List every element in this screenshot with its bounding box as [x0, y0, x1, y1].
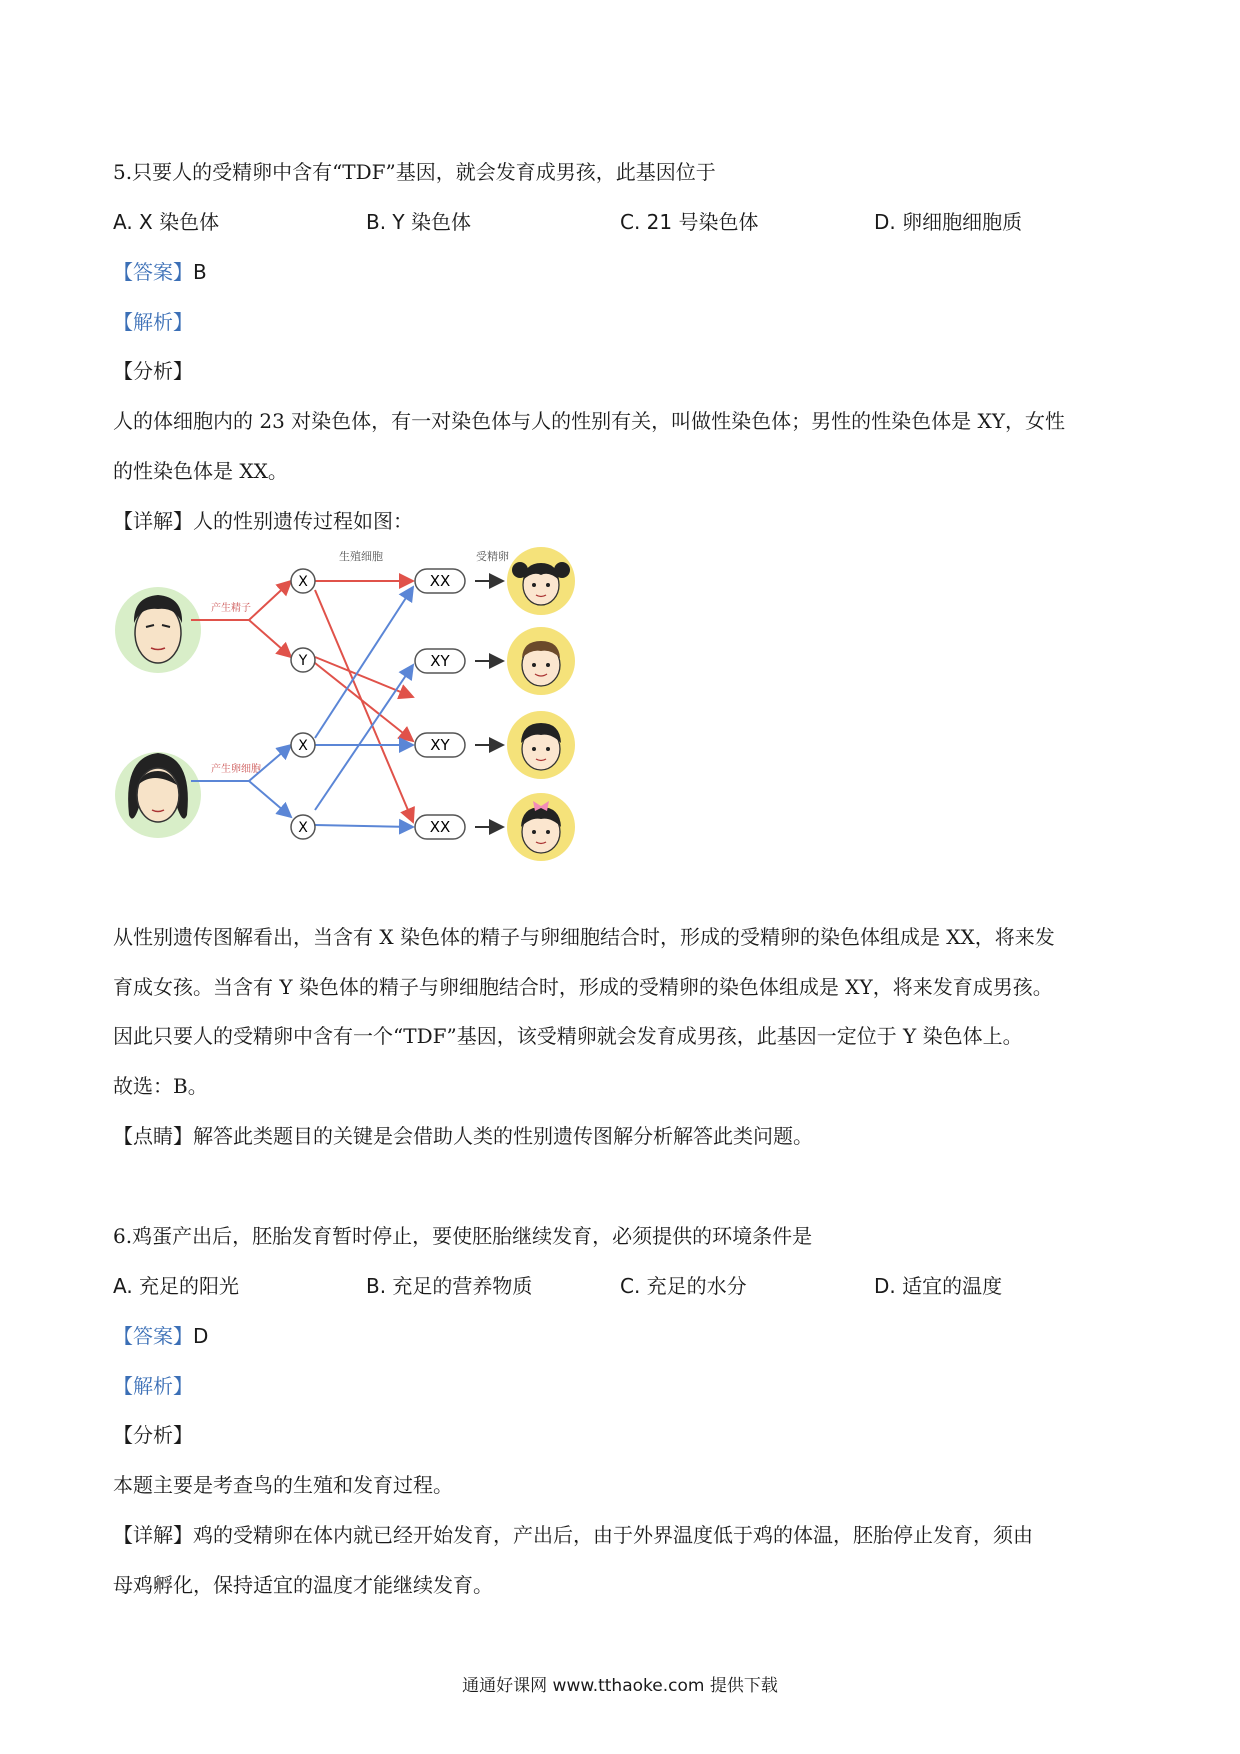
q5-detail: 【详解】人的性别遗传过程如图：: [113, 509, 413, 533]
q5-explain-line: 从性别遗传图解看出，当含有 X 染色体的精子与卵细胞结合时，形成的受精卵的染色体组成是 XX，将来发: [113, 925, 1055, 949]
sex-inheritance-diagram: [113, 545, 643, 910]
q5-explain-line: 故选：B。: [113, 1074, 208, 1098]
q6-option-a: A. 充足的阳光: [113, 1274, 240, 1298]
q6-option-b: B. 充足的营养物质: [366, 1274, 533, 1298]
q6-fenxi-label: 【分析】: [113, 1423, 193, 1447]
answer-label: 【答案】: [113, 260, 193, 284]
germ-cell-label: 生殖细胞: [339, 550, 383, 563]
q6-detail-line: 母鸡孵化，保持适宜的温度才能继续发育。: [113, 1573, 493, 1597]
q6-fenxi-line: 本题主要是考查鸟的生殖和发育过程。: [113, 1473, 453, 1497]
q5-option-a: A. X 染色体: [113, 210, 220, 234]
svg-text:X: X: [298, 738, 308, 754]
q5-option-d: D. 卵细胞细胞质: [874, 210, 1023, 234]
q6-detail-line: 【详解】鸡的受精卵在体内就已经开始发育，产出后，由于外界温度低于鸡的体温，胚胎停止发育，须由: [113, 1523, 1033, 1547]
q5-fenxi-label: 【分析】: [113, 359, 193, 383]
zygote-xy: [415, 733, 465, 757]
sperm-y: [291, 648, 315, 672]
egg-x: [291, 733, 315, 757]
boy-face-icon: [507, 711, 575, 779]
zygote-xx: [415, 569, 465, 593]
answer-value: D: [193, 1324, 209, 1348]
boy-face-icon: [507, 627, 575, 695]
girl-face-icon: [507, 793, 575, 861]
q5-fenxi-line: 的性染色体是 XX。: [113, 459, 288, 483]
sperm-x: [291, 569, 315, 593]
girl-face-icon: [507, 547, 575, 615]
q5-stem: 5.只要人的受精卵中含有“TDF”基因，就会发育成男孩，此基因位于: [113, 160, 716, 184]
egg-x: [291, 815, 315, 839]
answer-label: 【答案】: [113, 1324, 193, 1348]
father-face-icon: [115, 587, 201, 673]
svg-text:XX: XX: [429, 818, 451, 836]
q5-tip: 【点睛】解答此类题目的关键是会借助人类的性别遗传图解分析解答此类问题。: [113, 1124, 813, 1148]
svg-text:Y: Y: [298, 653, 308, 669]
svg-text:XY: XY: [430, 652, 450, 670]
svg-text:X: X: [298, 820, 308, 836]
father-label: 产生精子: [211, 603, 251, 614]
q6-option-d: D. 适宜的温度: [874, 1274, 1003, 1298]
q5-explain-line: 育成女孩。当含有 Y 染色体的精子与卵细胞结合时，形成的受精卵的染色体组成是 XY，将来发育成男孩。: [113, 975, 1053, 999]
q6-option-c: C. 充足的水分: [620, 1274, 747, 1298]
q5-answer: [113, 258, 207, 286]
zygote-xx: [415, 815, 465, 839]
q5-option-c: C. 21 号染色体: [620, 210, 759, 234]
q5-fenxi-line: 人的体细胞内的 23 对染色体，有一对染色体与人的性别有关，叫做性染色体；男性的性染色体是 XY，女性: [113, 409, 1065, 433]
q6-analysis-label: 【解析】: [113, 1374, 193, 1398]
mother-face-icon: [115, 752, 201, 838]
mother-label: 产生卵细胞: [211, 764, 261, 775]
q5-option-b: B. Y 染色体: [366, 210, 472, 234]
q5-explain-line: 因此只要人的受精卵中含有一个“TDF”基因，该受精卵就会发育成男孩，此基因一定位于 Y 染色体上。: [113, 1024, 1023, 1048]
zygote-xy: [415, 649, 465, 673]
page-footer: 通通好课网 www.tthaoke.com 提供下载: [462, 1676, 778, 1696]
svg-text:X: X: [298, 574, 308, 590]
q6-stem: 6.鸡蛋产出后，胚胎发育暂时停止，要使胚胎继续发育，必须提供的环境条件是: [113, 1224, 813, 1248]
q5-analysis-label: 【解析】: [113, 310, 193, 334]
zygote-label: 受精卵: [476, 550, 509, 563]
svg-text:XY: XY: [430, 736, 450, 754]
svg-text:XX: XX: [429, 572, 451, 590]
q6-answer: [113, 1322, 208, 1350]
answer-value: B: [193, 260, 207, 284]
